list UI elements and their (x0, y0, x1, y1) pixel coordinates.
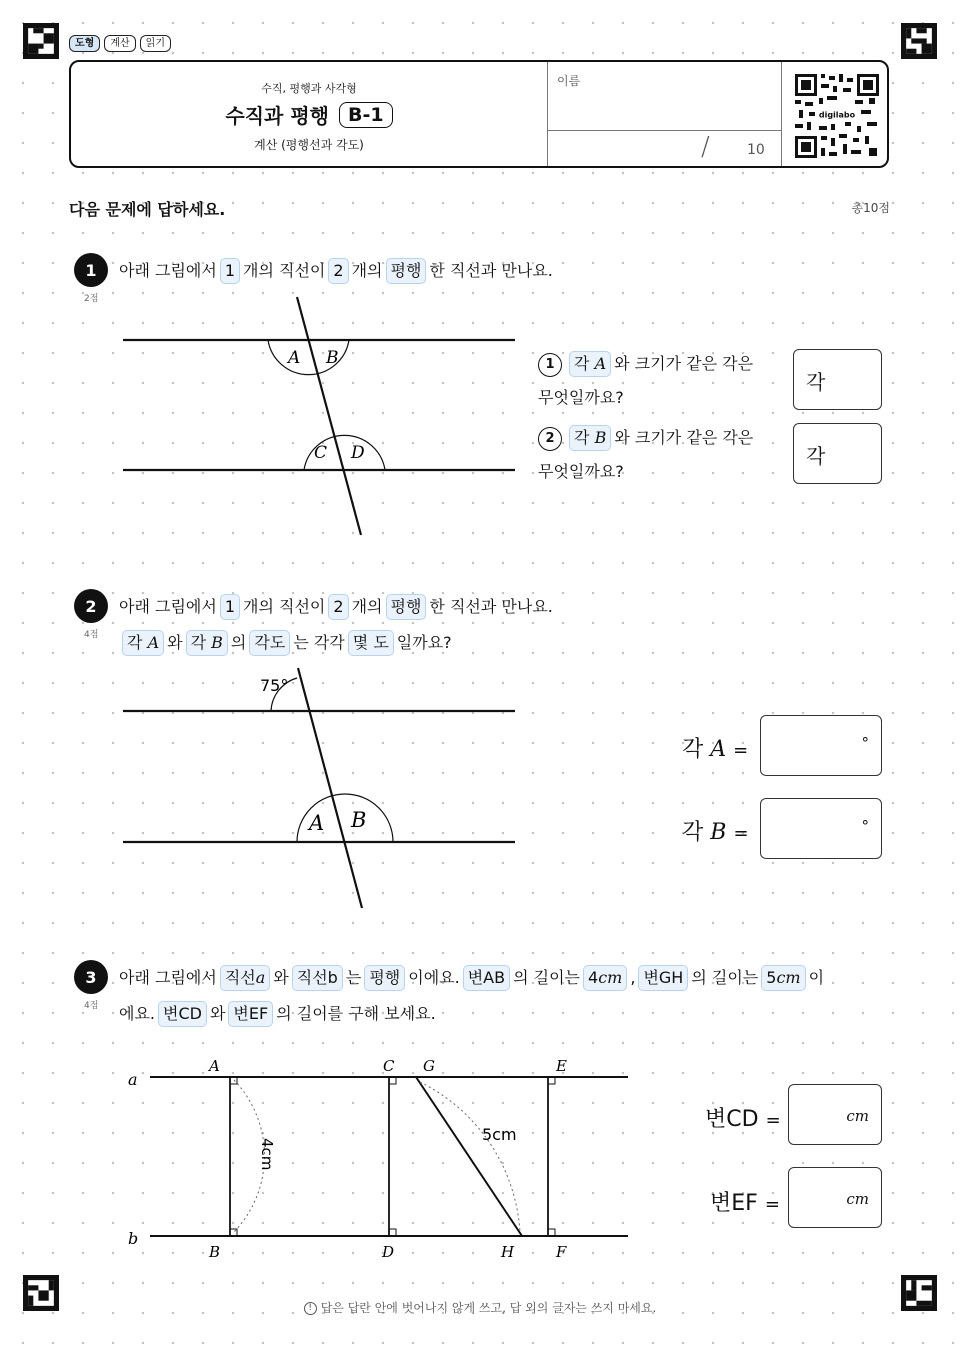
point-label-h: H (501, 1243, 515, 1261)
angle-label-c: C (314, 443, 328, 463)
corner-marker-top-left (23, 23, 59, 59)
answer-box-1-2[interactable]: 각 (793, 423, 882, 484)
answer-box-angle-a[interactable]: ° (760, 715, 882, 776)
info-icon: ! (304, 1302, 317, 1315)
total-points: 총10점 (851, 201, 890, 215)
point-label-g: G (423, 1057, 435, 1075)
instruction-heading: 다음 문제에 답하세요. (69, 200, 226, 219)
question-number: 2 (74, 589, 108, 623)
corner-marker-top-right (901, 23, 937, 59)
question-number: 1 (74, 253, 108, 287)
angle-label-a: A (288, 348, 301, 368)
qr-brand-text: digilabo (818, 110, 856, 120)
header-divider (781, 62, 782, 166)
q1-parallel-lines-figure (110, 290, 530, 550)
answer-box-ef[interactable]: cm (788, 1167, 882, 1228)
tag-calc[interactable]: 계산 (104, 35, 135, 52)
question-points: 4점 (84, 1001, 99, 1011)
length-label-ab: 4cm (258, 1138, 276, 1171)
level-code-badge: B-1 (339, 102, 393, 128)
point-label-b: B (209, 1243, 221, 1261)
point-label-f: F (556, 1243, 567, 1261)
answer-box-cd[interactable]: cm (788, 1084, 882, 1145)
score-slash: / (701, 132, 710, 162)
score-field[interactable] (547, 130, 781, 166)
question-number: 3 (74, 960, 108, 994)
line-label-a: a (128, 1070, 138, 1089)
angle-label-a: A (309, 811, 325, 835)
answer-box-angle-b[interactable]: ° (760, 798, 882, 859)
answer-label-ef: 변EF = (710, 1191, 780, 1216)
question-points: 2점 (84, 294, 99, 304)
answer-box-1-1[interactable]: 각 (793, 349, 882, 410)
name-label: 이름 (557, 74, 581, 88)
question-text: 아래 그림에서 직선a 와 직선b 는 평행 이에요. 변AB 의 길이는 4cm , 변GH 의 길이는 5cm 이 (119, 965, 824, 991)
point-label-a: A (209, 1057, 220, 1075)
unit-subtitle: 수직, 평행과 사각형 (261, 82, 357, 95)
category-tags (69, 35, 171, 52)
question-text: 아래 그림에서 1 개의 직선이 2 개의 평행 한 직선과 만나요. (119, 594, 553, 620)
angle-label-b: B (351, 808, 367, 832)
title-text: 수직과 평행 (225, 104, 329, 128)
question-text: 아래 그림에서 1 개의 직선이 2 개의 평행 한 직선과 만나요. (119, 258, 553, 284)
question-text-line-2: 에요. 변CD 와 변EF 의 길이를 구해 보세요. (119, 1001, 436, 1027)
angle-label-b: B (326, 348, 339, 368)
tag-shape[interactable]: 도형 (69, 35, 100, 52)
score-total: 10 (747, 142, 765, 158)
unit-description: 계산 (평행선과 각도) (254, 138, 364, 152)
question-points: 4점 (84, 630, 99, 640)
length-label-gh: 5cm (482, 1125, 517, 1144)
answer-label-angle-b: 각 B = (682, 820, 749, 845)
q2-parallel-lines-figure (110, 660, 530, 920)
answer-label-angle-a: 각 A = (682, 737, 749, 762)
angle-75-label: 75° (260, 676, 289, 695)
worksheet-header (69, 60, 889, 168)
qr-code-icon[interactable] (795, 74, 879, 158)
question-text-line-2: 각 A 와 각 B 의 각도 는 각각 몇 도 일까요? (119, 630, 452, 656)
point-label-c: C (383, 1057, 395, 1075)
name-field[interactable] (547, 62, 781, 130)
footer-notice: ! 답은 답란 안에 벗어나지 않게 쓰고, 답 외의 글자는 쓰지 마세요. (0, 1299, 960, 1316)
point-label-e: E (556, 1057, 567, 1075)
point-label-d: D (382, 1243, 395, 1261)
tag-reading[interactable]: 읽기 (140, 35, 171, 52)
line-label-b: b (128, 1229, 139, 1248)
angle-label-d: D (351, 443, 365, 463)
q3-parallel-lines-figure (120, 1050, 640, 1265)
page-title (71, 100, 547, 129)
subquestion-1: 1 각 A 와 크기가 같은 각은 무엇일까요? (538, 347, 758, 415)
answer-label-cd: 변CD = (705, 1107, 781, 1132)
subquestion-2: 2 각 B 와 크기가 같은 각은 무엇일까요? (538, 421, 758, 489)
